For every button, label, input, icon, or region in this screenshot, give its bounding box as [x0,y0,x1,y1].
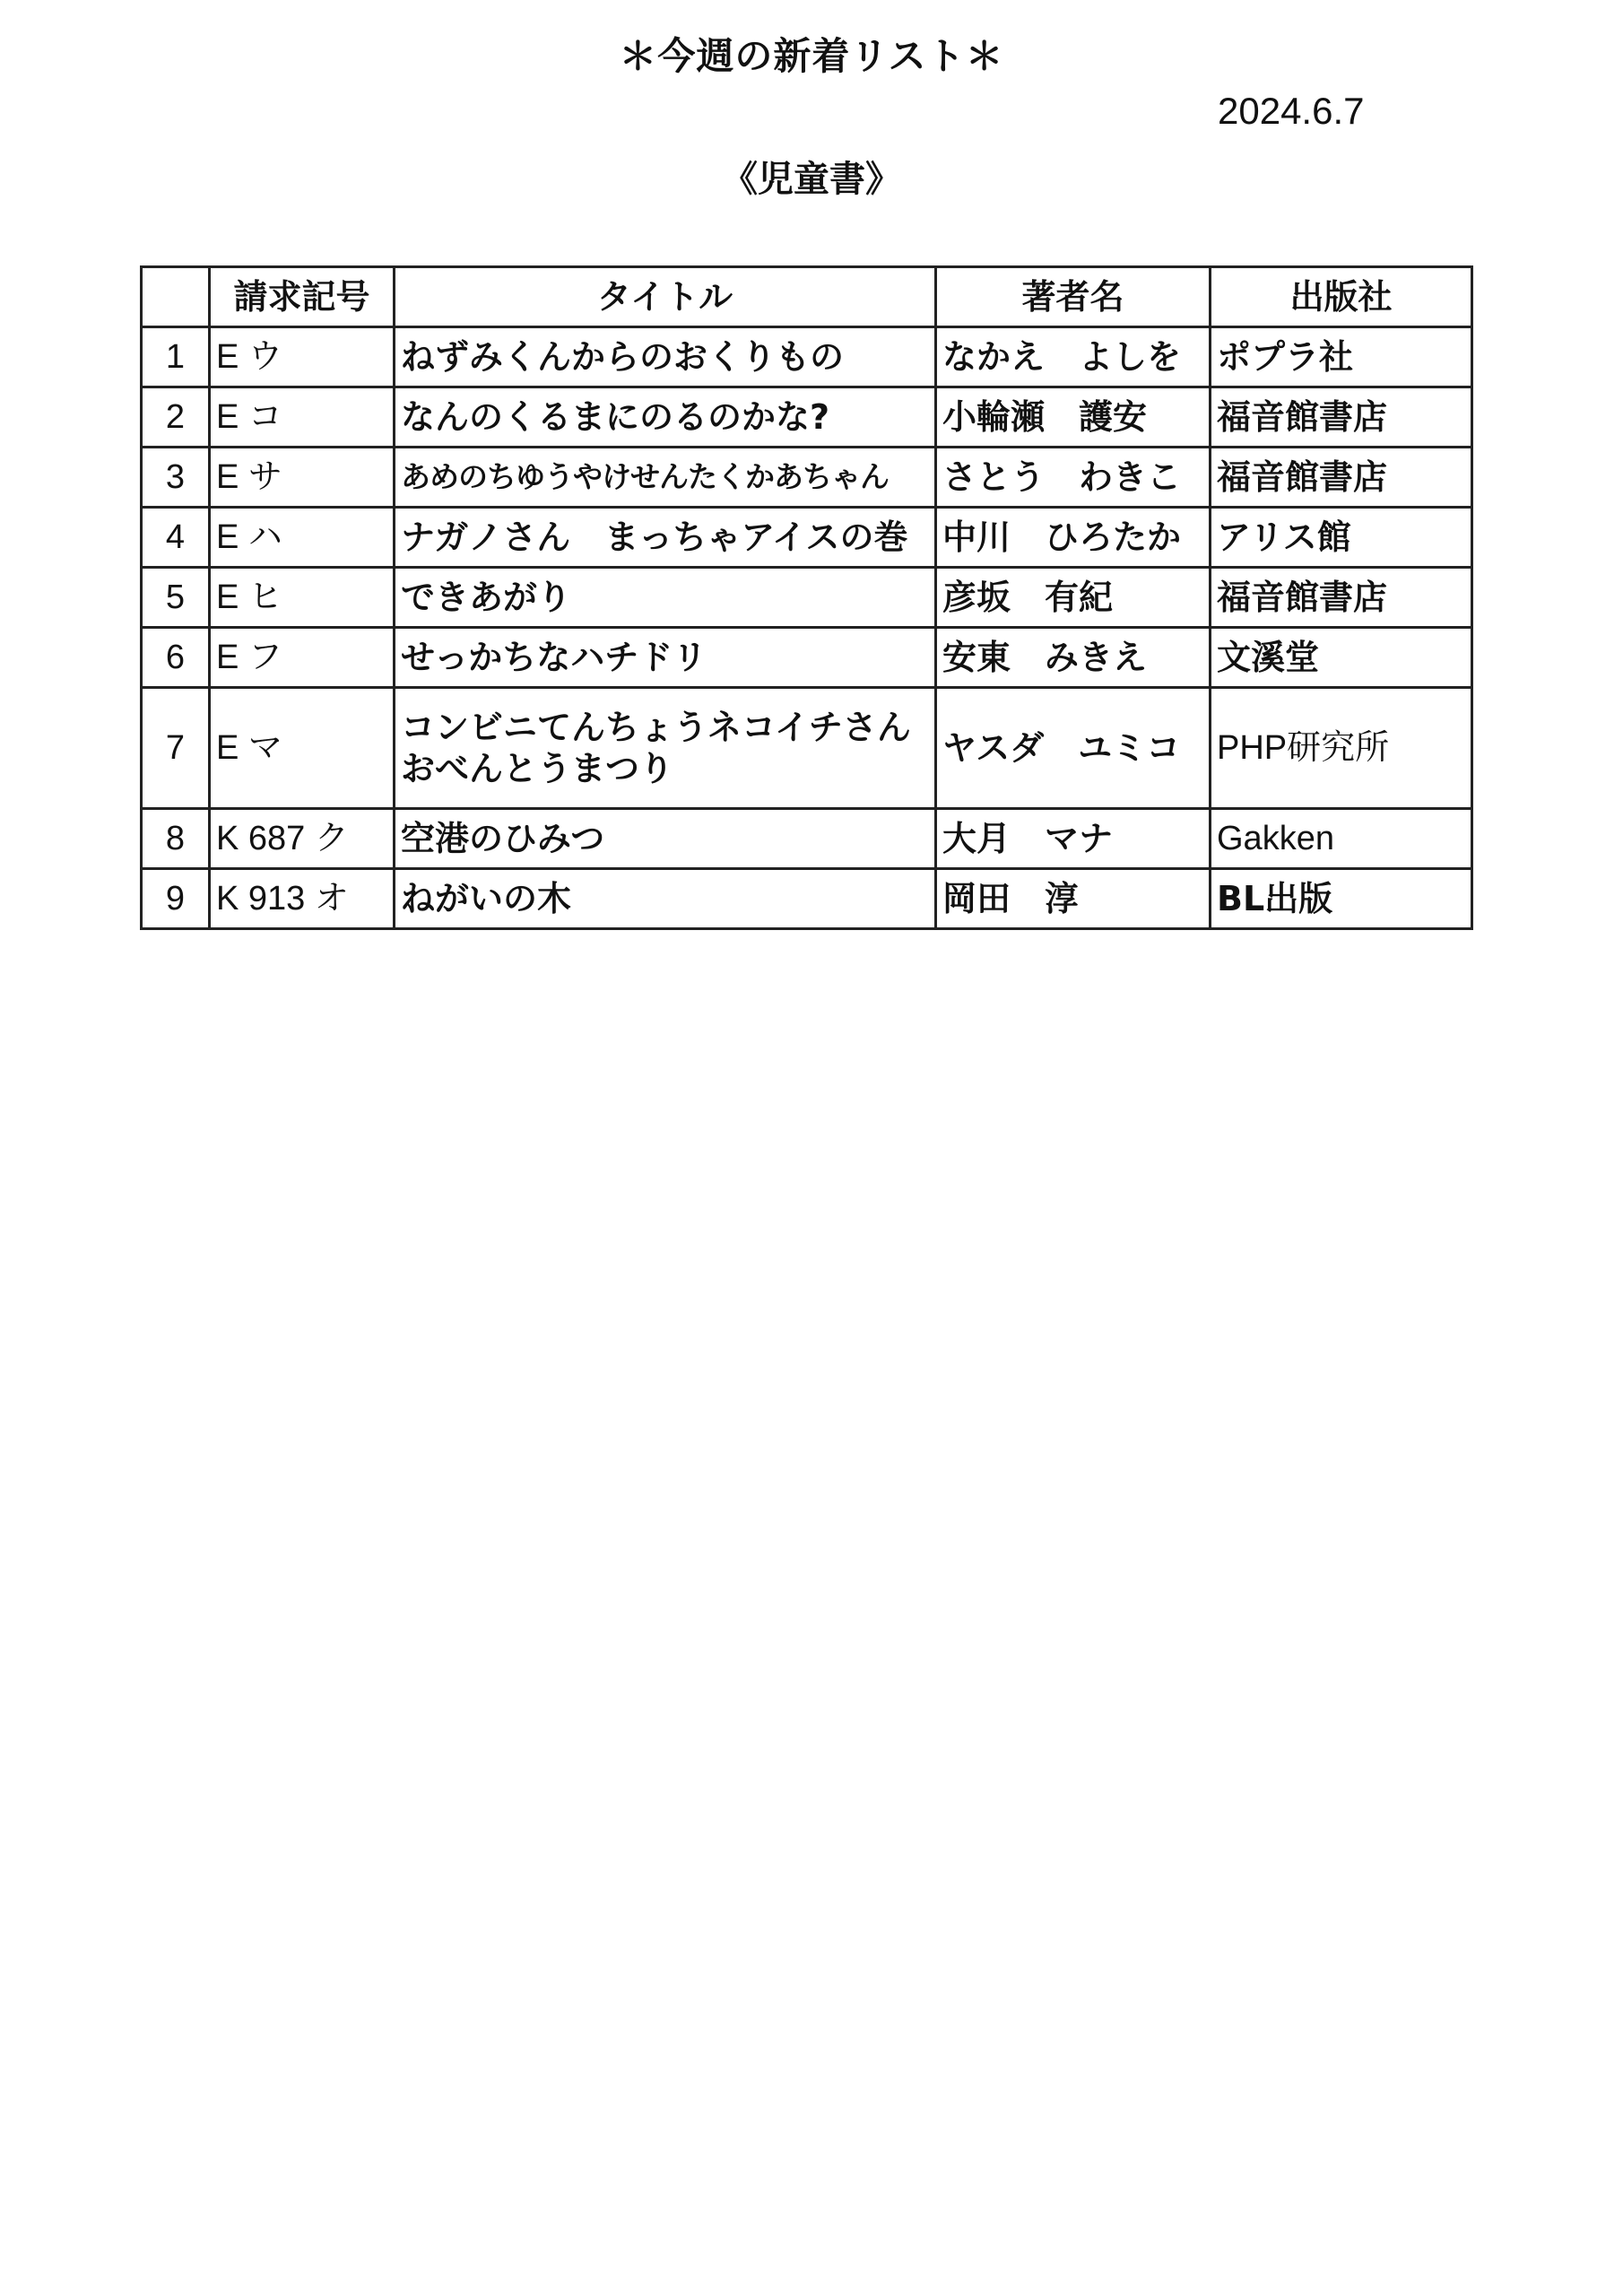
page-title: ＊今週の新着リスト＊ [619,34,1004,78]
publisher-name: 文溪堂 [1211,628,1472,688]
call-number: E ウ [210,327,395,387]
author-name: 大月 マナ [936,809,1211,869]
book-title-line: ナガノさん まっちゃアイスの巻 [401,517,908,557]
row-number: 2 [142,387,210,448]
author-name: なかえ よしを [936,327,1211,387]
row-number: 9 [142,869,210,929]
book-title [395,628,936,688]
author-name: 小輪瀬 護安 [936,387,1211,448]
table-header-row [142,267,1472,327]
book-title [395,869,936,929]
row-number: 3 [142,448,210,508]
column-header-call-number: 請求記号 [210,267,395,327]
row-number: 1 [142,327,210,387]
table-row [142,568,1472,628]
table-row [142,869,1472,929]
call-number: E ハ [210,508,395,568]
author-name: 安東 みきえ [936,628,1211,688]
author-name: 彦坂 有紀 [936,568,1211,628]
table-row [142,327,1472,387]
book-title-line: なんのくるまにのるのかな? [401,397,830,437]
table-row [142,628,1472,688]
book-title [395,568,936,628]
publisher-name: アリス館 [1211,508,1472,568]
category-heading: 《児童書》 [722,159,901,200]
book-title [395,809,936,869]
author-name: 中川 ひろたか [936,508,1211,568]
call-number: E ヒ [210,568,395,628]
book-title-line: 空港のひみつ [401,819,605,858]
publisher-name: 福音館書店 [1211,387,1472,448]
author-name: 岡田 淳 [936,869,1211,929]
table-row [142,809,1472,869]
book-title [395,327,936,387]
publisher-name: 福音館書店 [1211,568,1472,628]
table-row [142,387,1472,448]
row-number: 4 [142,508,210,568]
book-title [395,387,936,448]
call-number: E マ [210,688,395,809]
call-number: E フ [210,628,395,688]
book-title-line: あめのちゆうやけせんたくかあちゃん [401,459,889,494]
row-number: 6 [142,628,210,688]
call-number: E コ [210,387,395,448]
book-title-line: ねがいの木 [401,879,572,918]
book-title-line: コンビニてんちょうネコイチさん [401,708,911,747]
publisher-name: ポプラ社 [1211,327,1472,387]
publisher-name: BL出版 [1211,869,1472,929]
call-number: K 687 ク [210,809,395,869]
publisher-name: PHP研究所 [1211,688,1472,809]
book-title-line: ねずみくんからのおくりもの [401,337,845,377]
call-number: K 913 オ [210,869,395,929]
book-title [395,448,936,508]
author-name: ヤスダ ユミコ [936,688,1211,809]
column-header-title: タイトル [395,267,936,327]
book-title [395,508,936,568]
column-header-author: 著者名 [936,267,1211,327]
list-date: 2024.6.7 [1218,90,1365,132]
table-row [142,688,1472,809]
table-row [142,448,1472,508]
book-title-line: おべんとうまつり [401,749,674,788]
publisher-name: 福音館書店 [1211,448,1472,508]
row-number: 7 [142,688,210,809]
book-title-line: できあがり [401,578,572,617]
column-header-publisher: 出版社 [1211,267,1472,327]
publisher-name: Gakken [1211,809,1472,869]
table-row [142,508,1472,568]
author-name: さとう わきこ [936,448,1211,508]
call-number: E サ [210,448,395,508]
book-title-line: せっかちなハチドリ [401,638,707,677]
row-number: 8 [142,809,210,869]
book-title [395,688,936,809]
new-arrivals-table [140,265,1473,930]
row-number: 5 [142,568,210,628]
column-header-no [142,267,210,327]
